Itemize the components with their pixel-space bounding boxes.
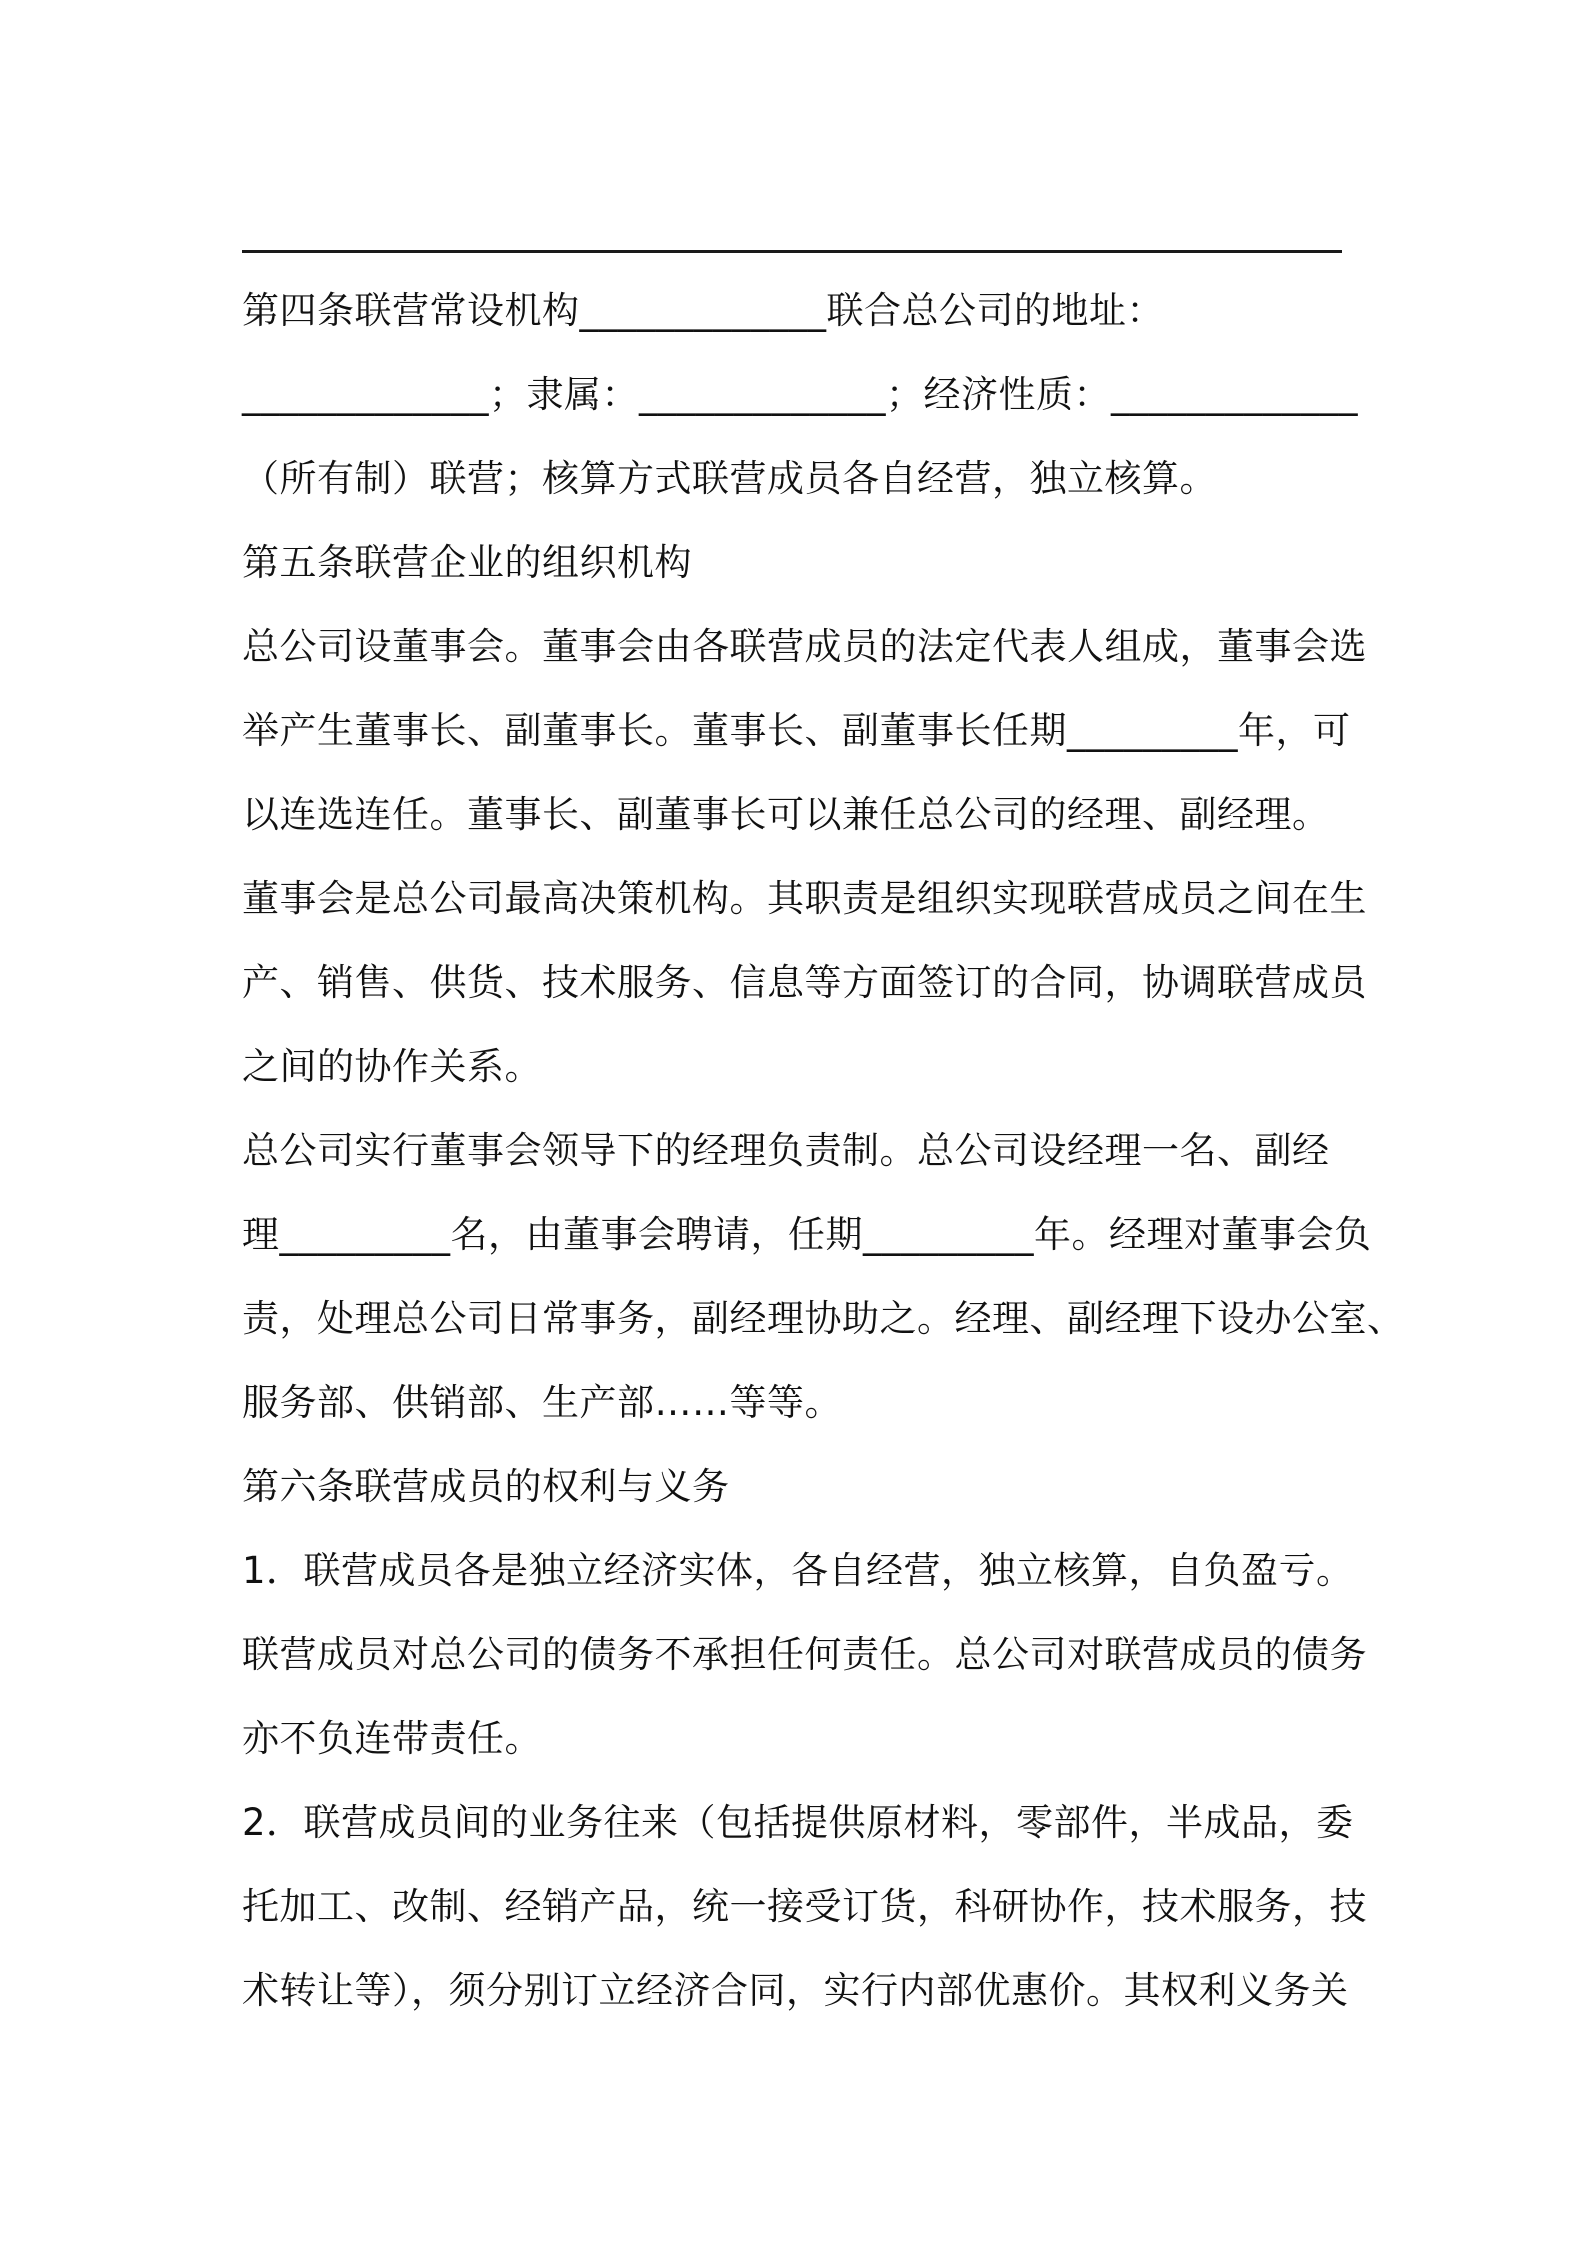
top-blank-rule [242,250,1342,253]
text-line: 责，处理总公司日常事务，副经理协助之。经理、副经理下设办公室、 [242,1297,1405,1340]
text-line: 之间的协作关系。 [242,1045,542,1088]
section-heading: 第五条联营企业的组织机构 [242,541,692,584]
section-heading: 第六条联营成员的权利与义务 [242,1465,730,1508]
text-line: 总公司实行董事会领导下的经理负责制。总公司设经理一名、副经 [242,1129,1330,1172]
text-line: （所有制）联营；核算方式联营成员各自经营，独立核算。 [242,457,1217,500]
text-line: 第四条联营常设机构_____________联合总公司的地址： [242,289,1164,332]
text-line: 产、销售、供货、技术服务、信息等方面签订的合同，协调联营成员 [242,961,1367,1004]
text-line: 服务部、供销部、生产部……等等。 [242,1381,842,1424]
text-line: 举产生董事长、副董事长。董事长、副董事长任期_________年，可 [242,709,1351,752]
text-line: 1．联营成员各是独立经济实体，各自经营，独立核算，自负盈亏。 [242,1549,1354,1592]
text-line: 联营成员对总公司的债务不承担任何责任。总公司对联营成员的债务 [242,1633,1367,1676]
text-line: 理_________名，由董事会聘请，任期_________年。经理对董事会负 [242,1213,1372,1256]
text-line: _____________；隶属：_____________；经济性质：_____________ [242,373,1358,416]
text-line: 术转让等），须分别订立经济合同，实行内部优惠价。其权利义务关 [242,1969,1349,2012]
text-line: 董事会是总公司最高决策机构。其职责是组织实现联营成员之间在生 [242,877,1367,920]
text-line: 托加工、改制、经销产品，统一接受订货，科研协作，技术服务，技 [242,1885,1367,1928]
text-line: 以连选连任。董事长、副董事长可以兼任总公司的经理、副经理。 [242,793,1330,836]
text-line: 总公司设董事会。董事会由各联营成员的法定代表人组成，董事会选 [242,625,1367,668]
text-line: 亦不负连带责任。 [242,1717,542,1760]
text-line: 2．联营成员间的业务往来（包括提供原材料，零部件，半成品，委 [242,1801,1354,1844]
